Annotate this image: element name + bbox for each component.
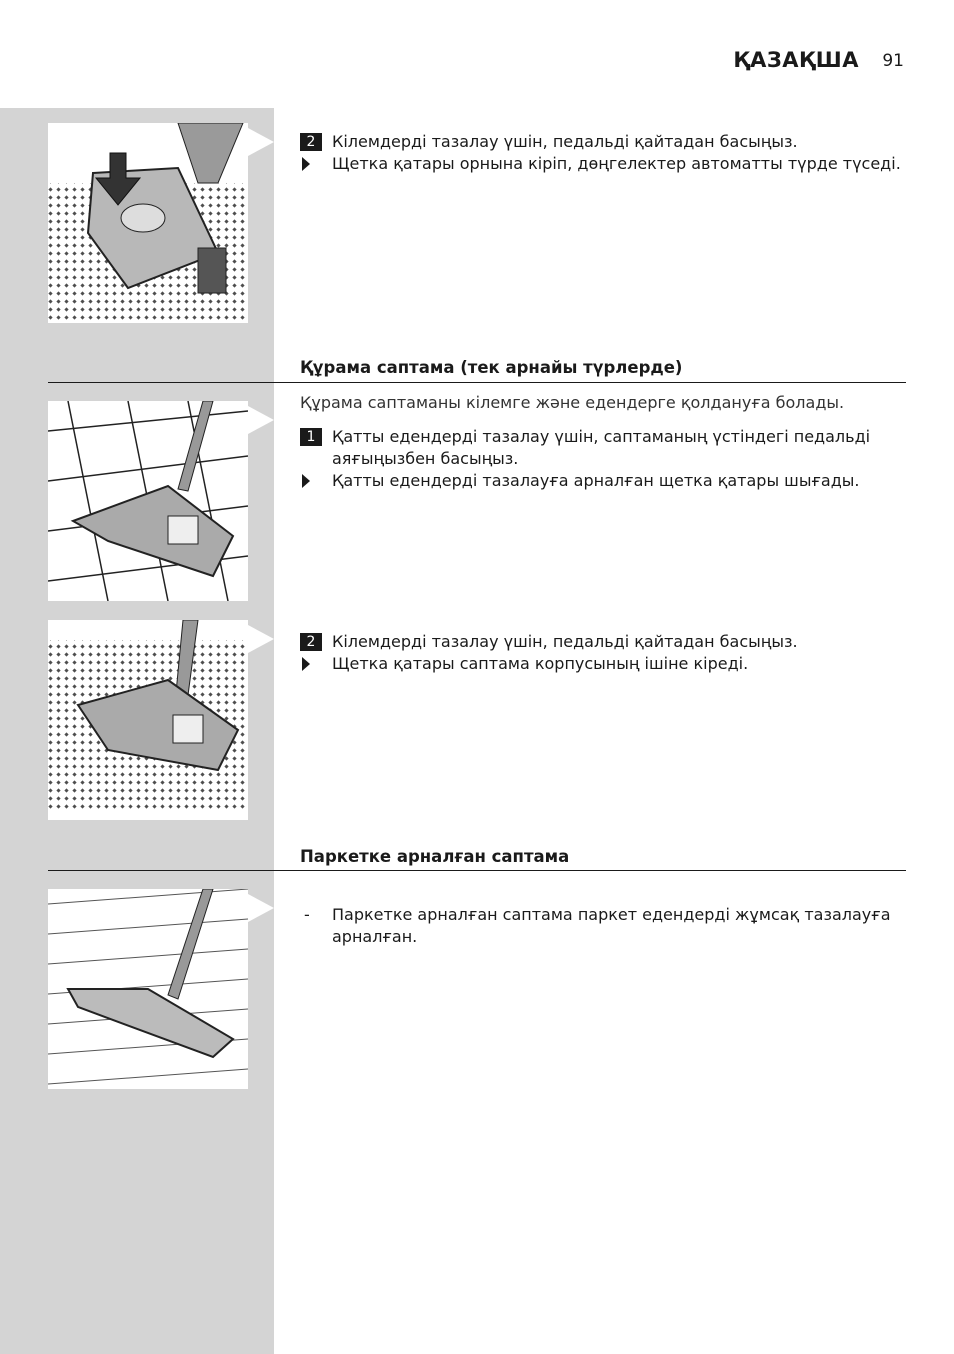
section-intro: Құрама саптаманы кілемге және едендерге қолдануға болады. bbox=[300, 393, 845, 412]
step-text: Кілемдерді тазалау үшін, педальді қайтадан басыңыз. bbox=[332, 132, 798, 151]
result-text: Қатты едендерді тазалауға арналған щетка қатары шығады. bbox=[332, 471, 860, 490]
section-title-combination-nozzle: Құрама саптама (тек арнайы түрлерде) bbox=[300, 358, 683, 377]
parquet-description: Паркетке арналған саптама паркет едендерді жұмсақ тазалауға арналған. bbox=[332, 905, 891, 946]
section1-steps bbox=[300, 131, 910, 175]
dash-marker: - bbox=[304, 905, 310, 924]
hard-floor-nozzle-illustration bbox=[48, 401, 248, 601]
section-title-parquet-nozzle: Паркетке арналған саптама bbox=[300, 847, 570, 866]
step-number-badge: 1 bbox=[300, 428, 322, 446]
step-text: Кілемдерді тазалау үшін, педальді қайтадан басыңыз. bbox=[332, 632, 798, 651]
step-row bbox=[300, 131, 910, 153]
bullet-triangle-icon bbox=[302, 474, 310, 488]
illustration-pointer bbox=[248, 406, 274, 434]
carpet-nozzle-illustration bbox=[48, 620, 248, 820]
step-row bbox=[300, 426, 910, 470]
language-header: ҚАЗАҚША bbox=[733, 48, 859, 72]
result-row bbox=[300, 153, 910, 175]
illustration-pointer bbox=[248, 894, 274, 922]
section2-steps-b bbox=[300, 631, 910, 675]
bullet-triangle-icon bbox=[302, 657, 310, 671]
step-number-badge: 2 bbox=[300, 633, 322, 651]
step-row bbox=[300, 631, 910, 653]
result-text: Щетка қатары саптама корпусының ішіне кіреді. bbox=[332, 654, 749, 673]
section-divider bbox=[48, 870, 906, 871]
result-text: Щетка қатары орнына кіріп, дөңгелектер автоматты түрде түседі. bbox=[332, 154, 901, 173]
parquet-nozzle-illustration bbox=[48, 889, 248, 1089]
illustration-pointer bbox=[248, 625, 274, 653]
step-number-badge: 2 bbox=[300, 133, 322, 151]
page-number: 91 bbox=[882, 51, 904, 71]
bullet-triangle-icon bbox=[302, 157, 310, 171]
step-text: Қатты едендерді тазалау үшін, саптаманың үстіндегі педальді аяғыңызбен басыңыз. bbox=[332, 427, 871, 468]
section3-text bbox=[300, 904, 910, 948]
illustration-pointer bbox=[248, 128, 274, 156]
section2-steps-a bbox=[300, 392, 910, 492]
dash-row bbox=[300, 904, 910, 948]
result-row bbox=[300, 653, 910, 675]
result-row bbox=[300, 470, 910, 492]
section-divider bbox=[48, 382, 906, 383]
carpet-nozzle-pedal-press-illustration bbox=[48, 123, 248, 323]
